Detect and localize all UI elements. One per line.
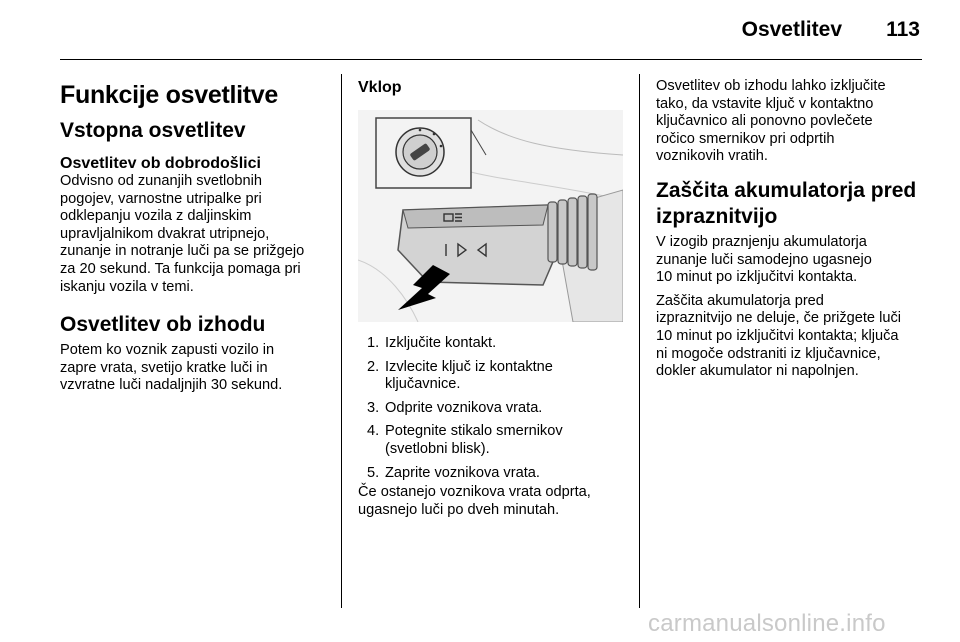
- list-item: 5. Zaprite voznikova vrata.: [367, 464, 540, 481]
- battery-paragraph-2: Zaščita akumulatorja pred izpraznitvijo ne deluje, če prižgete luči 10 minut po izključitvi kontakta; ključa ni mogoče odstraniti iz ključavnice, dokler akumulator ni napolnjen.: [656, 292, 901, 380]
- list-item: 4. Potegnite stikalo smernikov (svetlobni blisk).: [367, 423, 563, 457]
- section-title: Osvetlitev: [741, 18, 842, 41]
- exit-paragraph: Potem ko voznik zapusti vozilo in zapre vrata, svetijo kratke luči in vzvratne luči nadaljnjih 30 sekund.: [60, 342, 283, 394]
- section-heading-battery-protection: Zaščita akumulatorja pred izpraznitvijo: [656, 178, 917, 228]
- subheading-welcome-lighting: Osvetlitev ob dobrodošlici: [60, 155, 261, 172]
- note-paragraph: Če ostanejo voznikova vrata odprta, ugasnejo luči po dveh minutah.: [358, 484, 591, 518]
- list-item: 3. Odprite voznikova vrata.: [367, 399, 543, 416]
- stalk-illustration: [358, 110, 623, 322]
- list-item: 1. Izključite kontakt.: [367, 335, 497, 351]
- section-heading-exit-lighting: Osvetlitev ob izhodu: [60, 313, 266, 337]
- turn-signal-stalk-drawing: [358, 110, 623, 322]
- column-divider-2: [639, 74, 640, 608]
- column-2: [358, 74, 623, 519]
- section-heading-entry-lighting: Vstopna osvetlitev: [60, 119, 246, 142]
- list-item: 2. Izvlecite ključ iz kontaktne ključavnice.: [367, 358, 553, 393]
- column-3: [656, 74, 926, 381]
- watermark: carmanualsonline.info: [648, 610, 886, 637]
- battery-paragraph-1: V izogib praznjenju akumulatorja zunanje luči samodejno ugasnejo 10 minut po izključitvi kontakta.: [656, 233, 872, 286]
- page-number: 113: [886, 18, 920, 41]
- page-header: [0, 0, 960, 60]
- column-1: [60, 74, 330, 395]
- activation-steps: [358, 335, 623, 482]
- column-divider-1: [341, 74, 342, 608]
- chapter-title: Funkcije osvetlitve: [60, 81, 278, 109]
- subheading-activation: Vklop: [358, 79, 402, 96]
- header-rule: [60, 59, 922, 60]
- welcome-paragraph: Odvisno od zunanjih svetlobnih pogojev, varnostne utripalke pri odklepanju vozila z daljinskim upravljalnikom dvakrat utripnejo, zunanje in notranje luči pa se prižgejo za 20 sekund. Ta funkcija pomaga pri iskanju vozila v temi.: [60, 173, 305, 295]
- exit-lighting-disable-paragraph: Osvetlitev ob izhodu lahko izključite tako, da vstavite ključ v kontaktno ključavnico ali ponovno povlečete ročico smernikov pri odprtih voznikovih vratih.: [656, 78, 886, 165]
